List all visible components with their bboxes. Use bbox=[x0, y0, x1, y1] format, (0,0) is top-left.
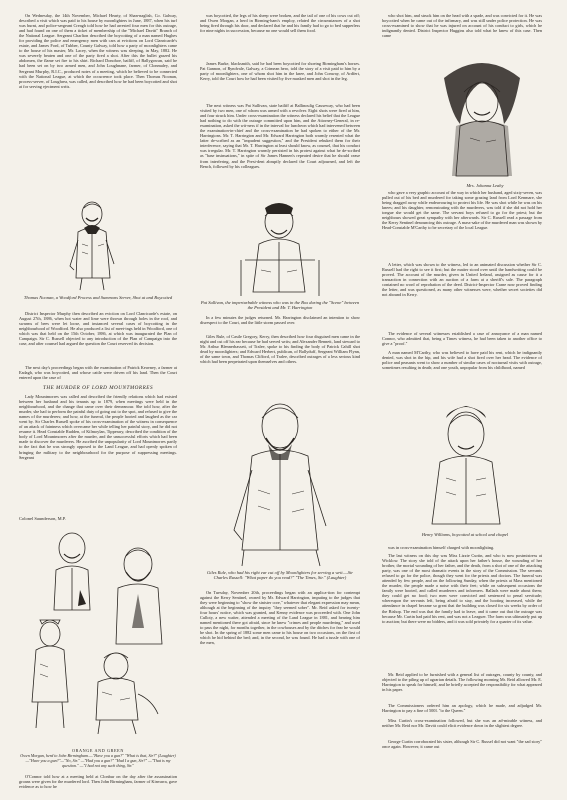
paragraph: Mr. Reid applied to be furnished with a general list of outrages, county by county, and objected to the piling up of agrarian details. The following morning Mr. Reid allowed Mr. E. Harrington to speak for himself, and he briefly accepted the responsibility for what appeared in his paper. bbox=[382, 672, 542, 693]
leahy-illustration bbox=[430, 52, 528, 182]
leahy-caption: Mrs. Johanna Leahy bbox=[466, 183, 504, 188]
section-heading: THE MURDER OF LORD MOUNTMORRES bbox=[42, 385, 154, 391]
paragraph: George Curtin corroborated his sister, although Sir C. Russel did not want "the sad story" once again. However, it came out bbox=[382, 739, 542, 750]
column-1-bottom bbox=[19, 774, 177, 794]
column-2-burke bbox=[200, 61, 360, 103]
sullivan-caption: Pat Sullivan, the imperturbable witness who was in the Box during the "Scene" between the President and Mr. T. Harrington bbox=[200, 300, 360, 311]
henry-williams-illustration bbox=[412, 392, 522, 530]
column-2-rule bbox=[200, 334, 360, 387]
column-1-mountmorres bbox=[19, 394, 177, 514]
giles-rule-illustration bbox=[222, 390, 342, 570]
henry-williams-caption: Henry Williams, boycotted at school and chapel bbox=[421, 532, 509, 537]
giles-rule-caption: Giles Rule, who had his right ear cut off by Moonlighters for serving a writ.—Sir Charles Russell: "What paper do you read?" "The Times, Sir." (Laughter) bbox=[207, 570, 353, 581]
paragraph: A letter, which was shown to the witness, led to an animated discussion whether Sir C. Russell had the right to see it first; but the matter stood over until the handwriting could be proved. The account of the murder, given in United Ireland, assigned as cause for it a transaction in connection with an auction of a farm at a sheriff's sale. The paragraph contained no word of reprobation of the deed. District-Inspector Crane now proved finding the letter, and was questioned, as many other witnesses were, whether secret societies did not abound in Kerry. bbox=[382, 262, 542, 298]
paragraph: James Burke, blacksmith, said he had been boycotted for shoeing Birmingham's horses. Pat Gannon, of Ryndvale, Galway, a Crimean hero, told the story of a visit paid to him by a party of moonlighters, one of whom shot him in the knee, and John Conway, of Ardfert, Kerry, told the Court how he had been visited by five masked men and shot in the leg. bbox=[200, 61, 360, 82]
column-3-curtin bbox=[382, 553, 542, 671]
column-2-bottom bbox=[200, 590, 360, 795]
column-3-top bbox=[382, 13, 542, 51]
paragraph: In a few minutes the judges returned. Mr. Harrington disclaimed an intention to show disrespect to the Court, and the little storm passed over. bbox=[200, 315, 360, 326]
paragraph: District Inspector Murphy then described an eviction on Lord Clanricarde's estate, on August 27th, 1886, when hot water and lime were thrown through holes in the roof, and swarms of bees were let loose, and instanced several cases of boycotting in the neighbourhood of Woodford. He also produced a list of meet-ings held in Woodford, one of which was that held on the 15th October, 1886, at which was inaugurated the Plan of Campaign. Sir C. Russell objected to any introduction of the Plan of Campaign into the case, and after counsel had argued the question the Court reserved its decision. bbox=[19, 311, 177, 347]
column-3-letter bbox=[382, 262, 542, 330]
column-3-miss-curtin bbox=[382, 718, 542, 738]
column-3-mccarthy bbox=[382, 350, 542, 388]
noonan-caption: Thomas Noonan, a Woodford Process and Summons Server, Shot at and Boycotted bbox=[23, 295, 173, 300]
column-1-top bbox=[19, 13, 177, 203]
column-3-commissioners bbox=[382, 703, 542, 717]
column-1-middle bbox=[19, 311, 177, 363]
paragraph: was boycotted, the legs of his sheep were broken, and the tail of one of his cows cut off; and Owen Morgan, a herd in Birming-ham's employ, related the circumstances of a shot being fired through his door, and declared that he and his family had to go to bed supperless for nine nights in succession, because no one would sell them food. bbox=[200, 13, 360, 34]
sullivan-illustration bbox=[235, 200, 325, 300]
paragraph: was in cross-examination himself charged with moonlighting. bbox=[388, 545, 495, 550]
column-2-judges bbox=[200, 315, 360, 333]
paragraph: The Commissioners ordered him an apology, which he made, and adjudged Mr. Harrington to pay a fine of 500l. "to the Queen." bbox=[382, 703, 542, 714]
paragraph: The next witness was Pat Sullivan, state bailiff at Ballinoulig Causeway, who had been visited by two men, one of whom was armed with a revolver. Eight shots were fired at him, and four struck him. Under cross-examination the witness declared his belief that the League had nothing to do with the outrage committed upon him, and the Attorney-General, in re-examination, asked the wit-ness if in the interval for luncheon which had intervened between the examination-in-chief and the cross-examination he had spoken to either of the Mr. Harringtons. Mr. T. Harrington and Mr. Edward Harrington both warmly resented what the latter de-scribed as an "impudent suggestion," and the President rebuked them for their interference, saying that Mr. T. Harrington at least should know, as counsel, that his conduct was irregular. Mr. T. Harrington warmly persisted in his protest against what he de-scribed as "base insinuations," in spite of Sir James Hannen's repeated desire that he should cease from interfering, and the Presi-dent abruptly declared the Court adjourned, and left the Bench, followed by his colleagues. bbox=[200, 103, 360, 169]
paragraph: The last witness on this day was Miss Lizzie Curtin, and who is now postmistress at Wicklow. The story she told of the attack upon her father's house, the wounding of her brother, the mortal wounding of her father, and the death, from a shot of one of the attacking party, was one of the most dramatic events in the story of the Commission. The servants refused to go for the police, though they went for the priests and doctors. The funeral was attended by few people, and on the following Sunday, when the priests at Mass mentioned the murder, the people made a noise with their feet; while on subsequent occasions the family were hooted, and called murderers and informers. Ballads were made about them; they could get no food; two men were convicted and sentenced to penal servitude; whereupon the servants left, being afraid to stay, and the hooting increased, while the attendance in chapel became so great that the building was closed for six weeks by order of the Bishop. The end was that the family had to leave, and it came out that the outrage was because Mr. Curtin had paid his rent, and was not a Leaguer. The farm was ultimately put up to auction; but there were no bidders, and it was sold privately for a quarter of its value. bbox=[382, 553, 542, 624]
paragraph: O'Connor told how at a meeting held at Clonbur on the day after the assassination groans were given for the murdered lord. Then John Birmingham, farmer of Kinvarra, gave evidence as to how he bbox=[19, 774, 177, 790]
orange-green-title: ORANGE AND GREEN bbox=[72, 748, 124, 753]
column-3-crossexam bbox=[382, 545, 542, 553]
paragraph: On Wednesday, the 14th November, Michael Hearty, of Shan-naglish, Co. Galway, described a visit which was paid to his house by moonlighters in June, 1887, when his turf was burnt, and police-sergeant Creagh told how he had arrested four men for this outrage, and had found on one of them a ticket of membership of the "Michael Davitt" Branch of the National League. Sergeant Charlton described the boycotting of a man named Hughes for providing the police and emergency men with cars at evictions on Lord Clanricarde's estate, and James Ford, of Tubber, County Galway, told how a party of moonlighters came to the house of his master, Mr. Lacey, when the witness was sleeping, in May, 1882. He was severely beaten and one of the party fired a shot. After this the bullet grazed his abdomen, the flame set fire to his shirt. Richard Donohoe, bailiff, of Ballygowan, said he had been set on by two armed men, and John Loughnane, farmer, of Clonmaley, and Sergeant Murphy, R.I.C., produced notes of a meeting, which he believed to be connected with the National League, at which the occurrence took place. Then Thomas Noonan, process-server, of Loughrea, was called, and described how he had been boycotted and shot at for serving ejectment writs. bbox=[19, 13, 177, 89]
column-1-keavney bbox=[19, 365, 177, 384]
column-2-sullivan bbox=[200, 103, 360, 200]
paragraph: who gave a very graphic account of the way in which her husband, aged sixty-seven, was pulled out of his bed and murdered for taking some grazing land from Lord Kenmare, she being dragged away while endeavouring to protect his life. He was shot while he was on his knees; and his daughter, remonstrating with the murderers, was told if she did not hold her tongue she would get the same. The servant boys refused to go for the priest; but the neighbours showed great sympathy with her afterwards. Sir C. Russell read a passage from the Kerry Sentinel denouncing this outrage. A mass-sake of the murdered man was shown by Head-Constable M'Carthy to be secretary of the local League. bbox=[382, 190, 542, 231]
paragraph: who shot him, and struck him on the head with a spade, and was convicted for it. He was boycotted when he came out of the infirmary, and was still under police protection. He was cross-examined to show that he was injured on account of his conduct to girls, which he indignantly denied. District Inspector Huggins also told what he knew of this case. Then came bbox=[382, 13, 542, 39]
paragraph: Giles Rule, of Castle Gregory, Kerry, then described how four disguised men came in the night and cut off his ear because he had served writs; and Alexander Bennett, land steward to Mr. Arthur Blennerhassett, of Tralee, spoke to his finding the body of Patrick Cahill shot dead by moonlighters; and Edward Herbert, publican, of Ballyduff, Sergeant William Flynn, of the same town, and Thomas Clifford, of Tralee, described outrages of a less serious kind which had been perpetrated upon themselves and others. bbox=[200, 334, 360, 365]
column-3-reid bbox=[382, 672, 542, 702]
column-3-leahy bbox=[382, 190, 542, 262]
noonan-illustration bbox=[62, 200, 128, 292]
saunderson-caption: Colonel Saunderson, M.P. bbox=[19, 516, 66, 521]
paragraph: The evidence of several witnesses established a case of annoyance of a man named Connor, who admitted that, being a Times witness, he had been taken to another office to give a "proof." bbox=[382, 331, 542, 347]
paragraph: The next day's proceedings began with the examination of Patrick Keavney, a farmer at Eadagh, who was boycotted, and whose cattle were driven off his land. Then the Court entered upon the case of bbox=[19, 365, 177, 381]
column-2-top bbox=[200, 13, 360, 61]
column-3-connor bbox=[382, 331, 542, 349]
paragraph: On Tuesday, November 20th, proceedings began with an applica-tion for contempt against the Kerry Sentinel, owned by Mr. Edward Harrington, imputing to the judges that they were beginning to "show the sinister core," whatever that elegant expression may mean, although at the beginning of the inquiry "they seemed sober". Mr. Reid asked for twenty-four hours' notice, which was granted, and Kenny evidence was proceeded with. One John Culloty, a new waiter, attended a meeting of the Land League in 1881, and hearing him named mentioned there got afraid, since he knew "crimes and people murdering," and used to pass the night, for months together, in the cowhouses and by the ditches for fear he would be shot. In the spring of 1882 some men came to his house on two occasions, on the first of which he hid behind the bed; and, in the second, he was found. He had a tussle with one of the men, bbox=[200, 590, 360, 646]
column-3-george-curtin bbox=[382, 739, 542, 795]
orange-and-green-illustration bbox=[20, 524, 170, 746]
paragraph: Miss Curtin's cross-examination followed, but she was an ad-mirable witness, and neither Mr. Reid nor Mr. Davitt could elicit evidence down in the slightest degree. bbox=[382, 718, 542, 729]
orange-green-caption: Owen Morgan, herd to John Birmingham.—"Have you a gun?" "What is that, Sir?" (Laughter) —"Have you a gun?"—"No, Sir." —"Had you a gun?" "Had I a gun, Sir?" —"That is my question." —"I had not any such thing, Sir." bbox=[20, 753, 176, 768]
paragraph: Lady Mountmorres was called and described the friendly relations which had existed between her husband and his tenants up to 1879, when meetings were held in the neighbourhood, and the change that came over their demeanour. She told how, after the murder, she had to perform the painful duty of going out to the spot, and refused to give the names of the murderers; and how, at the funeral, the people hooted and laughed as the car went by. Sir Charles Russell spoke of his cross-examination of the witness in consequence of an attack of faintness which overcame her while telling her painful story, and he did not resume it. Head Constable Rudden, of Kilmoylan, Tipperary, described the condition of the body of Lord Mountmorres after the murder, and the unsuccessful efforts which had been made to discover the murderers. He ascribed the unpopularity of Lord Mountmorres partly to the fact that he was strongly opposed to the Land League, and had openly spoken of bringing the military to the neighbourhood for the purpose of suppressing meetings. Sergeant bbox=[19, 394, 177, 460]
paragraph: A man named M'Carthy, who was believed to have paid his rent, which he indignantly denied, was shot in the hip, and his wife had a shot fired over her head. The evidence of police and peasants went to show a number of similar cases of nocturnal visits with outrage, sometimes resulting in death; and one youth, unpopular from his childhood, named bbox=[382, 350, 542, 371]
